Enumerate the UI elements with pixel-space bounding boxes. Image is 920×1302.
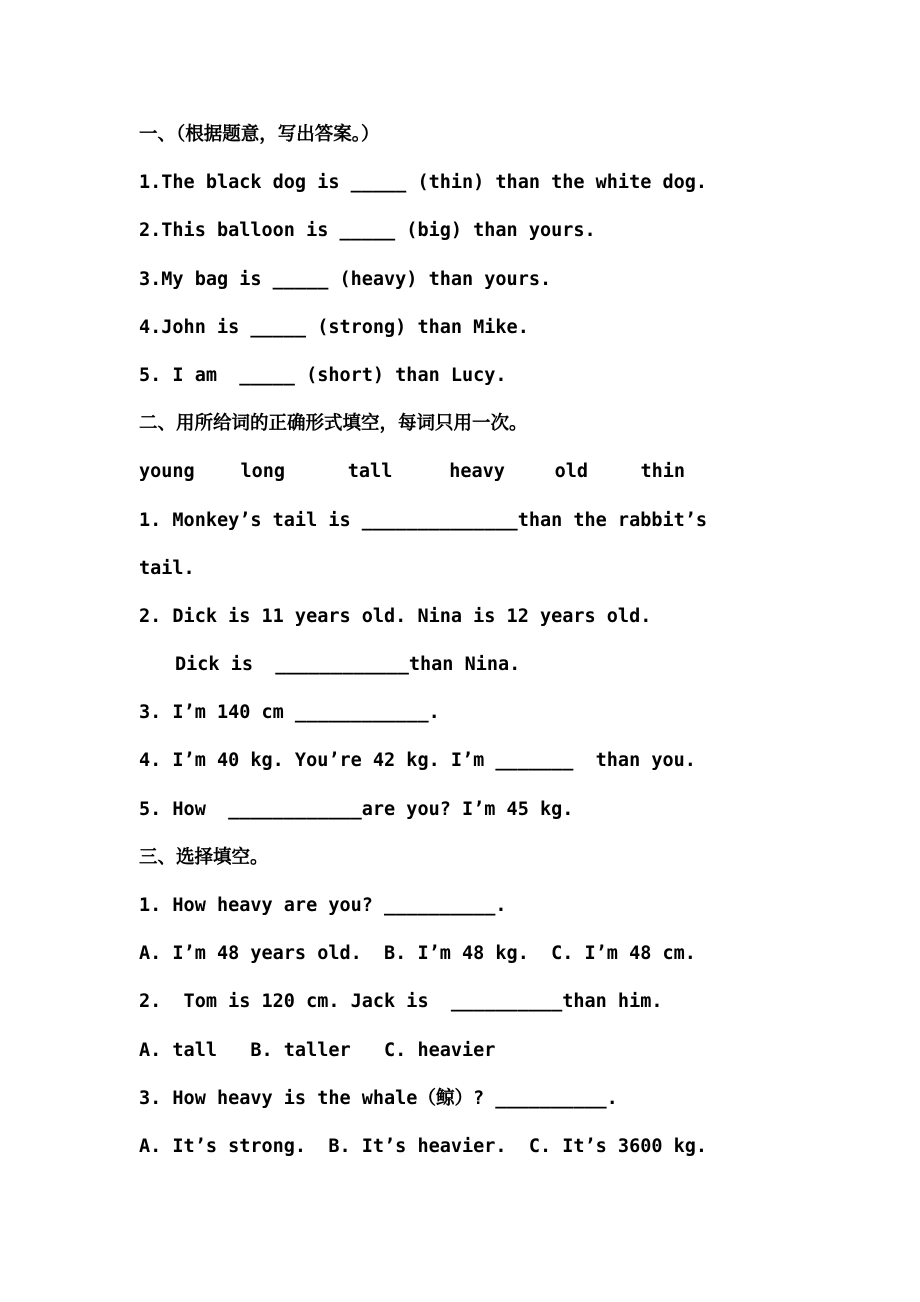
question-3-2-options: A. tall B. taller C. heavier [139,1039,496,1061]
question-2-2-blank: Dick is ____________than Nina. [175,654,521,676]
section-1-heading: 一、（根据题意，写出答案。） [139,124,380,145]
question-3-3: 3. How heavy is the whale（鲸）? __________. [139,1087,618,1109]
question-1-3: 3.My bag is _____ (heavy) than yours. [139,268,552,290]
word-bank-item: tall [347,461,393,483]
question-2-1-continued: tail. [139,557,195,579]
word-bank-item: young [139,461,195,483]
section-2-heading: 二、用所给词的正确形式填空，每词只用一次。 [139,413,528,435]
question-2-2: 2. Dick is 11 years old. Nina is 12 years old. [139,605,652,627]
word-bank-item: long [240,461,286,483]
word-bank-item: heavy [449,461,505,483]
question-3-1: 1. How heavy are you? __________. [139,895,507,916]
question-1-4: 4.John is _____ (strong) than Mike. [139,316,529,338]
question-1-2: 2.This balloon is _____ (big) than yours. [139,220,596,242]
question-2-3: 3. I’m 140 cm ____________. [139,702,440,724]
question-3-2: 2. Tom is 120 cm. Jack is __________than him. [139,991,663,1013]
word-bank-item: old [554,461,589,483]
question-1-5: 5. I am _____ (short) than Lucy. [139,364,507,386]
worksheet [139,118,899,1178]
question-2-4: 4. I’m 40 kg. You’re 42 kg. I’m _______ than you. [139,750,696,772]
word-bank-item: thin [640,461,686,483]
question-2-1: 1. Monkey’s tail is ______________than the rabbit’s [139,509,708,531]
question-1-1: 1.The black dog is _____ (thin) than the white dog. [139,172,708,194]
question-2-5: 5. How ____________are you? I’m 45 kg. [139,798,574,820]
question-3-3-options: A. It’s strong. B. It’s heavier. C. It’s 3600 kg. [139,1135,708,1157]
section-3-heading: 三、选择填空。 [139,846,269,868]
word-bank [139,455,699,503]
question-3-1-options: A. I’m 48 years old. B. I’m 48 kg. C. I’m 48 cm. [139,943,696,965]
